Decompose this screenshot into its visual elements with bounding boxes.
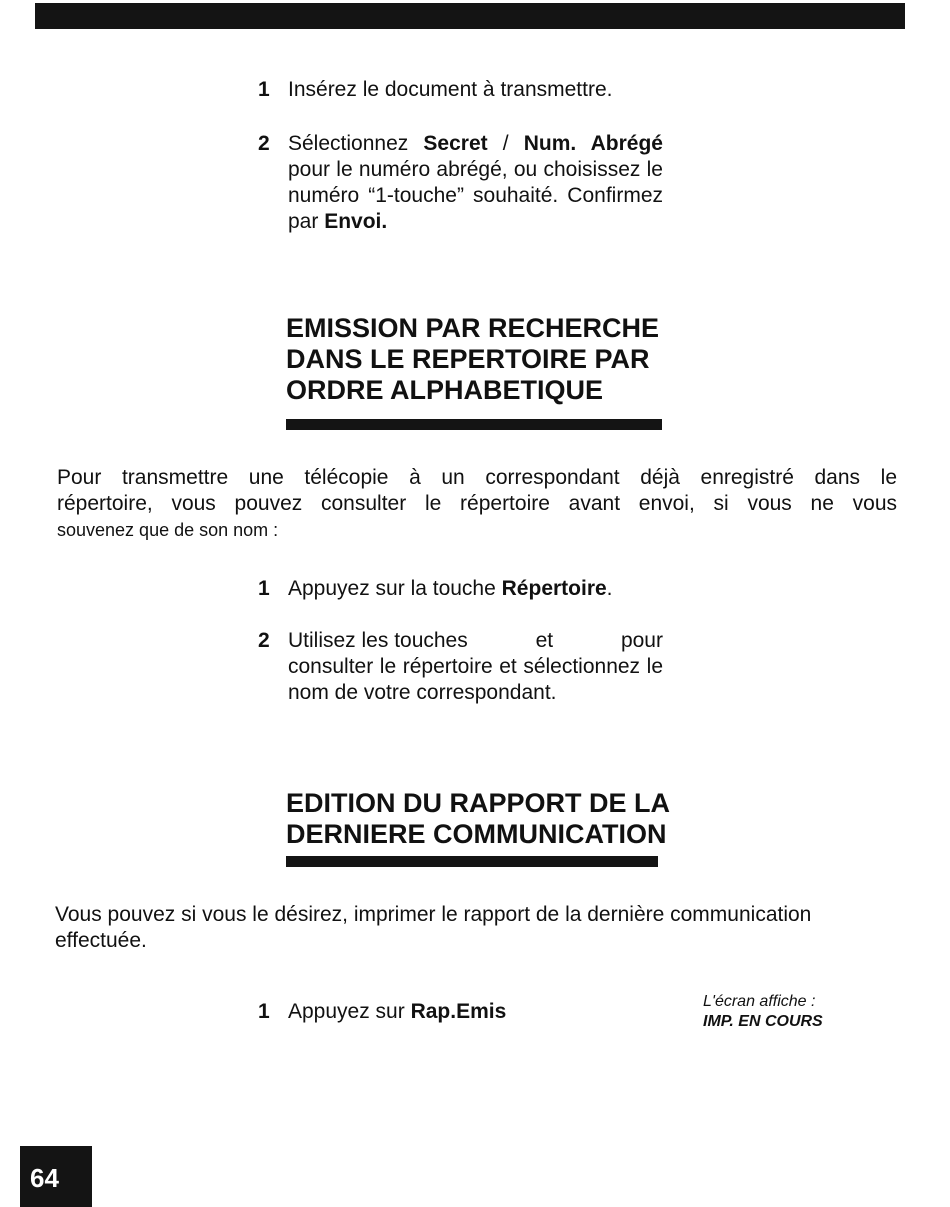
header-bar bbox=[35, 3, 905, 29]
section2-intro bbox=[55, 902, 895, 954]
section-heading-rapport bbox=[286, 788, 706, 850]
paragraph-line: souvenez que de son nom : bbox=[57, 520, 279, 540]
step-text-part: pour le numéro abrégé, ou choisissez le numéro “1-touche” souhaité. Confirmez par bbox=[288, 158, 663, 233]
step-text-part: et bbox=[535, 629, 554, 652]
key-rap-emis: Rap.Emis bbox=[410, 1000, 507, 1023]
heading-underline bbox=[286, 419, 662, 430]
heading-line: EMISSION PAR RECHERCHE bbox=[286, 313, 660, 343]
paragraph-line: Vous pouvez si vous le désirez, imprimer le rapport de la dernière communication bbox=[55, 903, 812, 926]
step-number: 2 bbox=[258, 629, 270, 652]
step-text: Insérez le document à transmettre. bbox=[288, 78, 613, 101]
section-heading-recherche bbox=[286, 313, 706, 406]
step-text-part: . bbox=[606, 577, 613, 600]
step-text-part: Utilisez les touches bbox=[288, 629, 468, 652]
heading-line: DERNIERE COMMUNICATION bbox=[286, 819, 667, 849]
heading-line: EDITION DU RAPPORT DE LA bbox=[286, 788, 671, 818]
step-number: 2 bbox=[258, 132, 270, 155]
step-text bbox=[288, 131, 663, 235]
step-number: 1 bbox=[258, 78, 270, 101]
paragraph-line: effectuée. bbox=[55, 929, 147, 952]
heading-line: DANS LE REPERTOIRE PAR bbox=[286, 344, 650, 374]
step-text-part: pour bbox=[620, 629, 663, 652]
step-press-repertoire bbox=[258, 576, 663, 602]
step-text-part: consulter le répertoire et sélectionnez le nom de votre correspondant. bbox=[288, 655, 663, 704]
step-text bbox=[288, 999, 663, 1025]
step-text bbox=[288, 628, 663, 706]
key-envoi: Envoi. bbox=[324, 210, 388, 233]
paragraph-line: Pour transmettre une télécopie à un correspondant déjà enregistré dans le bbox=[57, 466, 897, 489]
screen-note-value: IMP. EN COURS bbox=[703, 1013, 823, 1030]
heading-line: ORDRE ALPHABETIQUE bbox=[286, 375, 604, 405]
screen-display-note bbox=[703, 992, 823, 1032]
step-text bbox=[288, 576, 663, 602]
page-number: 64 bbox=[30, 1163, 59, 1193]
step-text-part: Sélectionnez bbox=[288, 132, 424, 155]
step-text-part: / bbox=[487, 132, 524, 155]
key-secret: Secret bbox=[423, 132, 488, 155]
step-use-arrows bbox=[258, 628, 663, 706]
step-insert-document bbox=[258, 77, 663, 103]
step-select-secret bbox=[258, 131, 663, 235]
step-text-part: Appuyez sur bbox=[288, 1000, 411, 1023]
key-repertoire: Répertoire bbox=[501, 577, 607, 600]
screen-note-label: L'écran affiche : bbox=[703, 993, 816, 1010]
section1-intro bbox=[57, 465, 897, 543]
step-number: 1 bbox=[258, 577, 270, 600]
heading-underline bbox=[286, 856, 658, 867]
paragraph-line: répertoire, vous pouvez consulter le répertoire avant envoi, si vous ne vous bbox=[57, 492, 897, 515]
step-number: 1 bbox=[258, 1000, 270, 1023]
key-num-abrege: Num. Abrégé bbox=[523, 132, 663, 155]
step-first-line bbox=[288, 628, 663, 654]
page-number-box bbox=[20, 1146, 92, 1207]
step-text-part: Appuyez sur la touche bbox=[288, 577, 502, 600]
step-press-rap-emis bbox=[258, 999, 663, 1025]
